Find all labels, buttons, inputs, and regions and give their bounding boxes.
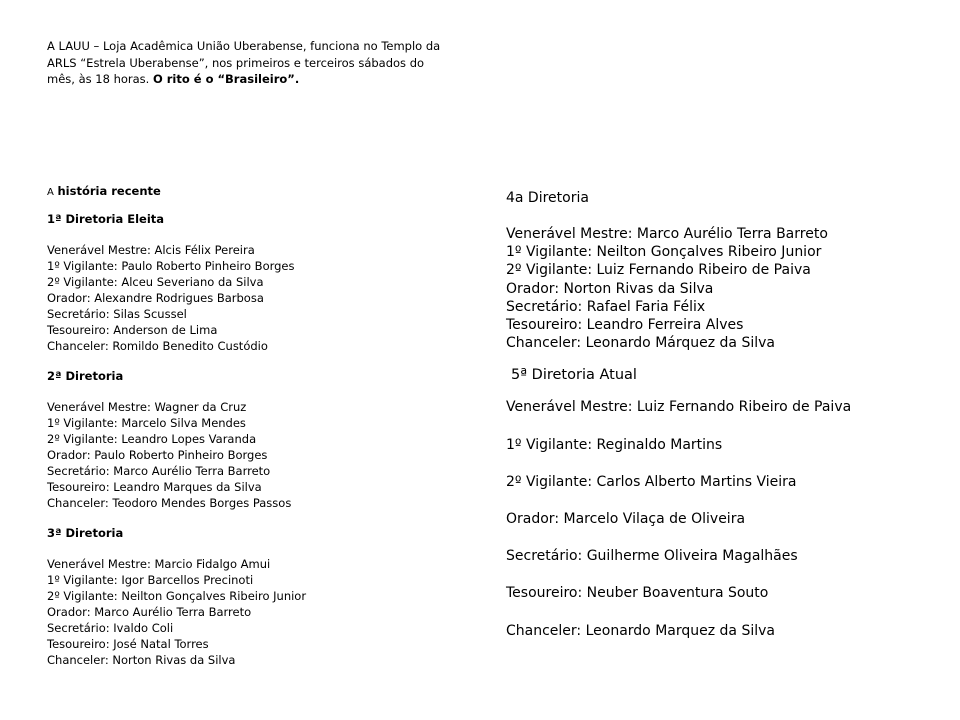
history-title: história recente — [57, 184, 161, 198]
diretoria-5-line: Chanceler: Leonardo Marquez da Silva — [506, 622, 775, 639]
diretoria-1-line: Tesoureiro: Anderson de Lima — [47, 323, 218, 337]
diretoria-1-line: Venerável Mestre: Alcis Félix Pereira — [47, 243, 255, 257]
diretoria-2-line: 1º Vigilante: Marcelo Silva Mendes — [47, 416, 246, 430]
diretoria-4-line: Chanceler: Leonardo Márquez da Silva — [506, 335, 775, 352]
left-column — [47, 183, 467, 682]
diretoria-4-line: Tesoureiro: Leandro Ferreira Alves — [506, 317, 744, 334]
diretoria-4-line: Orador: Norton Rivas da Silva — [506, 280, 714, 297]
diretoria-2-line: 2º Vigilante: Leandro Lopes Varanda — [47, 432, 257, 446]
diretoria-1-line: 1º Vigilante: Paulo Roberto Pinheiro Borges — [47, 259, 295, 273]
intro-rite-bold: O rito é o “Brasileiro”. — [152, 72, 300, 86]
diretoria-1 — [47, 211, 467, 354]
history-prefix: A — [47, 187, 54, 198]
diretoria-4-title: 4a Diretoria — [506, 190, 589, 206]
diretoria-3-line: Venerável Mestre: Marcio Fidalgo Amui — [47, 557, 271, 571]
diretoria-4-line: Secretário: Rafael Faria Félix — [506, 298, 706, 315]
diretoria-5-line: 1º Vigilante: Reginaldo Martins — [506, 436, 723, 453]
diretoria-2 — [47, 368, 467, 511]
diretoria-2-line: Orador: Paulo Roberto Pinheiro Borges — [47, 448, 268, 462]
diretoria-2-line: Chanceler: Teodoro Mendes Borges Passos — [47, 496, 292, 510]
diretoria-4-line: 2º Vigilante: Luiz Fernando Ribeiro de Paiva — [506, 262, 811, 279]
diretoria-3-line: Secretário: Ivaldo Coli — [47, 621, 174, 635]
diretoria-1-title: 1ª Diretoria Eleita — [47, 212, 165, 226]
diretoria-4-line: Venerável Mestre: Marco Aurélio Terra Barreto — [506, 226, 828, 242]
diretoria-2-title: 2ª Diretoria — [47, 369, 124, 383]
diretoria-3-line: 2º Vigilante: Neilton Gonçalves Ribeiro Junior — [47, 589, 307, 603]
diretoria-3-title: 3ª Diretoria — [47, 526, 124, 540]
diretoria-5-line: Tesoureiro: Neuber Boaventura Souto — [506, 585, 769, 602]
diretoria-1-line: Orador: Alexandre Rodrigues Barbosa — [47, 291, 264, 305]
right-column — [506, 188, 946, 659]
diretoria-4-line: 1º Vigilante: Neilton Gonçalves Ribeiro Junior — [506, 244, 822, 261]
diretoria-5-line: 2º Vigilante: Carlos Alberto Martins Vieira — [506, 473, 797, 490]
diretoria-2-line: Venerável Mestre: Wagner da Cruz — [47, 400, 247, 414]
history-heading — [47, 183, 467, 201]
diretoria-2-line: Tesoureiro: Leandro Marques da Silva — [47, 480, 262, 494]
intro-text: A LAUU – Loja Acadêmica União Uberabense, funciona no Templo da ARLS “Estrela Uberabense”, nos primeiros e terceiros sábados do mês, às 18 horas. — [47, 39, 441, 86]
diretoria-3-line: 1º Vigilante: Igor Barcellos Precinoti — [47, 573, 254, 587]
diretoria-2-line: Secretário: Marco Aurélio Terra Barreto — [47, 464, 271, 478]
diretoria-1-line: Chanceler: Romildo Benedito Custódio — [47, 339, 268, 353]
diretoria-3-line: Orador: Marco Aurélio Terra Barreto — [47, 605, 252, 619]
diretoria-3-line: Chanceler: Norton Rivas da Silva — [47, 653, 236, 667]
diretoria-1-line: Secretário: Silas Scussel — [47, 307, 187, 321]
diretoria-1-line: 2º Vigilante: Alceu Severiano da Silva — [47, 275, 264, 289]
diretoria-5-line: Orador: Marcelo Vilaça de Oliveira — [506, 510, 746, 527]
diretoria-5-line: Secretário: Guilherme Oliveira Magalhães — [506, 548, 798, 565]
diretoria-5-title: 5ª Diretoria Atual — [511, 367, 637, 384]
diretoria-5 — [506, 365, 946, 639]
diretoria-3 — [47, 525, 467, 668]
intro-paragraph — [47, 38, 447, 88]
diretoria-3-line: Tesoureiro: José Natal Torres — [47, 637, 209, 651]
diretoria-5-line: Venerável Mestre: Luiz Fernando Ribeiro de Paiva — [506, 399, 852, 416]
diretoria-4 — [506, 188, 946, 352]
